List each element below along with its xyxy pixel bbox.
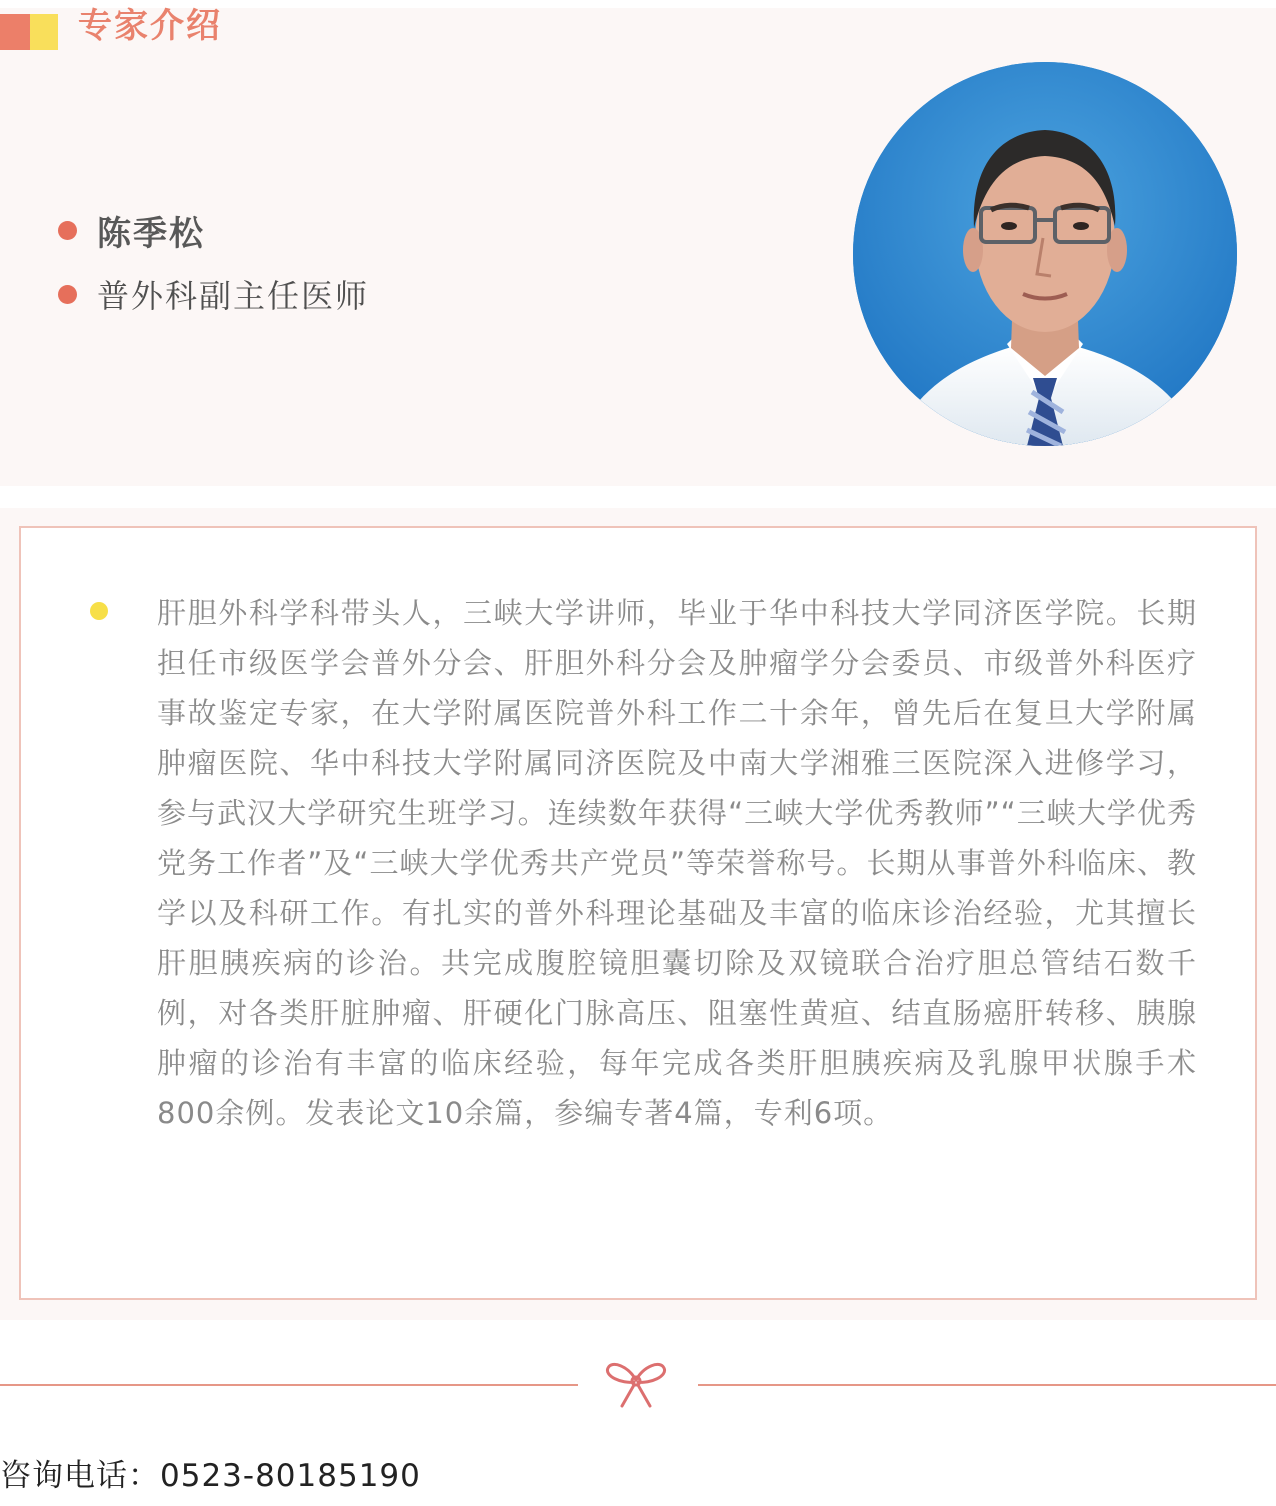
biography-bullet-icon bbox=[90, 602, 108, 620]
section-title: 专家介绍 bbox=[78, 6, 222, 46]
expert-intro-section bbox=[0, 8, 1276, 486]
biography-panel bbox=[19, 526, 1257, 1300]
bow-icon bbox=[604, 1358, 668, 1412]
expert-title: 普外科副主任医师 bbox=[97, 277, 370, 315]
expert-name-row bbox=[58, 206, 205, 254]
heading-accent-yellow bbox=[30, 14, 58, 50]
divider-right-line bbox=[698, 1384, 1276, 1386]
divider-left-line bbox=[0, 1384, 578, 1386]
biography-card bbox=[0, 508, 1276, 1320]
expert-name: 陈季松 bbox=[97, 213, 205, 254]
contact-phone: 咨询电话：0523-80185190 bbox=[0, 1458, 421, 1494]
expert-title-row bbox=[58, 270, 369, 318]
doctor-portrait bbox=[853, 62, 1237, 446]
bullet-dot-icon bbox=[58, 221, 77, 240]
biography-text: 肝胆外科学科带头人，三峡大学讲师，毕业于华中科技大学同济医学院。长期担任市级医学会普外分会、肝胆外科分会及肿瘤学分会委员、市级普外科医疗事故鉴定专家，在大学附属医院普外科工作二十余年，曾先后在复旦大学附属肿瘤医院、华中科技大学附属同济医院及中南大学湘雅三医院深入进修学习，参与武汉大学研究生班学习。连续数年获得“三峡大学优秀教师”“三峡大学优秀党务工作者”及“三峡大学优秀共产党员”等荣誉称号。长期从事普外科临床、教学以及科研工作。有扎实的普外科理论基础及丰富的临床诊治经验，尤其擅长肝胆胰疾病的诊治。共完成腹腔镜胆囊切除及双镜联合治疗胆总管结石数千例，对各类肝脏肿瘤、肝硬化门脉高压、阻塞性黄疸、结直肠癌肝转移、胰腺肿瘤的诊治有丰富的临床经验，每年完成各类肝胆胰疾病及乳腺甲状腺手术800余例。发表论文10余篇，参编专著4篇，专利6项。 bbox=[157, 596, 1197, 1130]
heading-accent-red bbox=[0, 14, 30, 50]
bullet-dot-icon bbox=[58, 285, 77, 304]
